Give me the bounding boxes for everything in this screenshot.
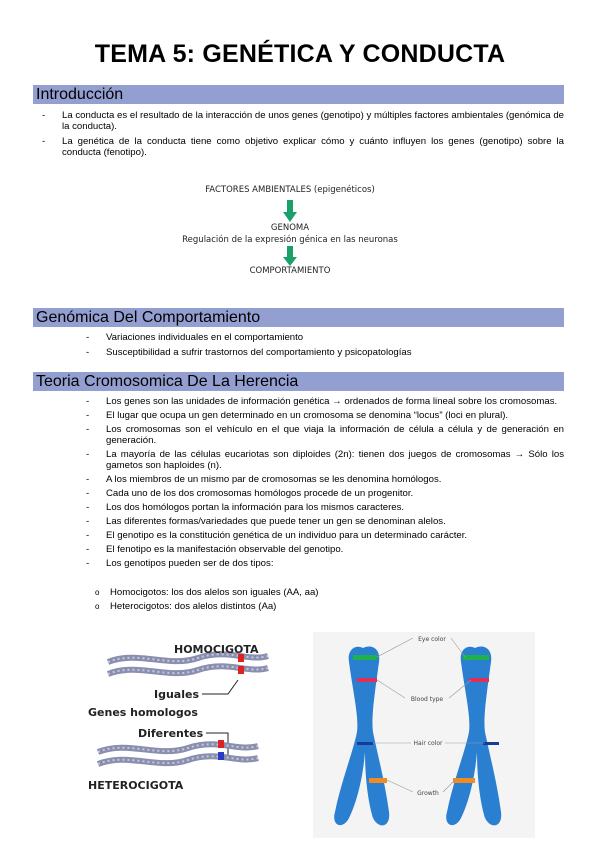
list-item: - Las diferentes formas/variedades que puede tener un gen se denominan alelos. xyxy=(106,516,564,527)
teoria-list xyxy=(106,396,564,572)
hair-color-label: Hair color xyxy=(413,740,443,747)
section-header-teoria: Teoria Cromosomica De La Herencia xyxy=(33,372,564,391)
section-header-genomica: Genómica Del Comportamiento xyxy=(33,308,564,327)
intro-list xyxy=(62,110,564,162)
list-item: - La genética de la conducta tiene como objetivo explicar cómo y cuánto influyen los genes (genotipo) sobre la conducta (fenotipo). xyxy=(62,136,564,158)
flow-comportamiento: COMPORTAMIENTO xyxy=(249,266,331,276)
page-title: TEMA 5: GENÉTICA Y CONDUCTA xyxy=(94,40,506,68)
list-item: - Los cromosomas son el vehículo en el que viaja la información de célula a célula y de generación en generación. xyxy=(106,424,564,446)
list-item: - La mayoría de las células eucariotas son diploides (2n): tienen dos juegos de cromosomas → Sólo los gametos son haploides (n). xyxy=(106,449,564,471)
homologous-chromosome-pair-top xyxy=(108,654,268,674)
chromosome-pair-figure xyxy=(313,632,535,838)
genomica-list xyxy=(106,332,564,362)
sub-list-item: o Homocigotos: los dos alelos son iguales (AA, aa) xyxy=(110,587,550,598)
list-item: - Los dos homólogos portan la información para los mismos caracteres. xyxy=(106,502,564,513)
list-item: - A los miembros de un mismo par de cromosomas se les denomina homólogos. xyxy=(106,474,564,485)
flow-regulacion: Regulación de la expresión génica en las neuronas xyxy=(182,235,398,245)
eye-color-label: Eye color xyxy=(418,636,446,643)
list-item: - El fenotipo es la manifestación observable del genotipo. xyxy=(106,544,564,555)
growth-label: Growth xyxy=(417,790,439,797)
list-item: - Los genotipos pueden ser de dos tipos: xyxy=(106,558,564,569)
homologous-chromosome-pair-bottom xyxy=(98,740,258,764)
iguales-label: Iguales xyxy=(154,688,199,701)
flow-factores: FACTORES AMBIENTALES (epigenéticos) xyxy=(205,185,375,195)
list-item: - La conducta es el resultado de la interacción de unos genes (genotipo) y múltiples factores ambientales (genómica de la conducta). xyxy=(62,110,564,132)
list-item: - Variaciones individuales en el comportamiento xyxy=(106,332,564,343)
list-item: - Los genes son las unidades de información genética → ordenados de forma lineal sobre los cromosomas. xyxy=(106,396,564,407)
diferentes-label: Diferentes xyxy=(138,727,204,740)
list-item: - El genotipo es la constitución genética de un individuo para un determinado carácter. xyxy=(106,530,564,541)
down-arrow-icon xyxy=(283,200,297,222)
sub-list-item: o Heterocigotos: dos alelos distintos (Aa) xyxy=(110,601,550,612)
heterocigota-label: HETEROCIGOTA xyxy=(88,779,184,792)
flow-genoma: GENOMA xyxy=(270,223,310,233)
down-arrow-icon xyxy=(283,246,297,266)
genes-homologos-label: Genes homologos xyxy=(88,706,198,719)
homo-hetero-figure xyxy=(78,632,278,797)
list-item: - El lugar que ocupa un gen determinado en un cromosoma se denomina “locus” (loci en plural). xyxy=(106,410,564,421)
list-item: - Cada uno de los dos cromosomas homólogos procede de un progenitor. xyxy=(106,488,564,499)
homocigota-label: HOMOCIGOTA xyxy=(174,643,259,656)
list-item: - Susceptibilidad a sufrir trastornos del comportamiento y psicopatologías xyxy=(106,347,564,358)
blood-type-label: Blood type xyxy=(410,696,444,703)
section-header-introduccion: Introducción xyxy=(33,85,564,104)
flow-diagram xyxy=(160,180,440,280)
genotipos-sublist xyxy=(110,587,550,615)
